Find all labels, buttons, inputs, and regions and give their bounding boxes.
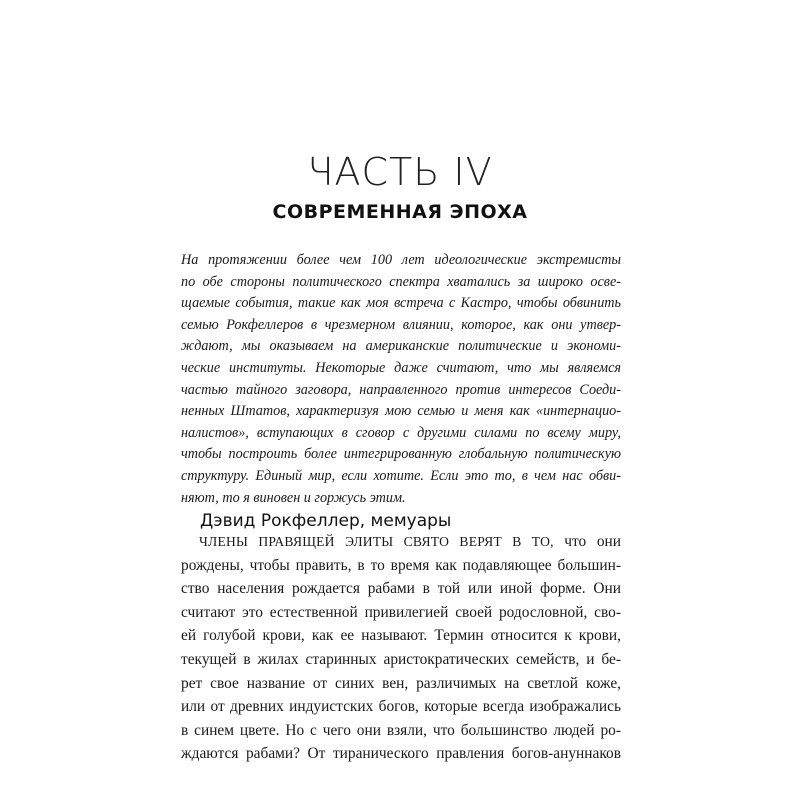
lead-in-caps: ЧЛЕНЫ ПРАВЯЩЕЙ ЭЛИТЫ СВЯТО ВЕРЯТ В ТО,: [199, 534, 554, 549]
epigraph-line: щаемые события, такие как моя встреча с Кастро, чтобы обвинить: [181, 295, 621, 312]
body-line: рет свое название от синих вен, различимых на светлой коже,: [181, 674, 621, 692]
epigraph-line: На протяжении более чем 100 лет идеологические экстремисты: [181, 252, 621, 268]
epigraph-line: ческие институты. Некоторые даже считают, что мы являемся: [181, 359, 621, 376]
body-line: текущей в жилах старинных аристократических семейств, и бе-: [181, 650, 621, 668]
epigraph-line: семью Рокфеллеров в чрезмерном влиянии, которое, как они утвер-: [181, 316, 621, 333]
body-line: рождены, чтобы править, в то время как подавляющее большин-: [181, 556, 621, 574]
epigraph: [181, 250, 621, 509]
body-line: считают это естественной привилегией своей родословной, сво-: [181, 603, 621, 621]
body-paragraph: [181, 530, 621, 766]
part-number-heading: ЧАСТЬ IV: [307, 150, 493, 194]
lead-in-rest: что они: [553, 533, 621, 550]
epigraph-line: ненных Штатов, характеризуя мою семью и меня как «интернацио-: [181, 403, 621, 420]
body-line: в синем цвете. Но с чего они взяли, что большинство людей ро-: [181, 721, 621, 739]
body-line: или от древних индуистских богов, которые всегда изображались: [181, 698, 621, 716]
body-line: ждаются рабами? От тиранического правления богов-ануннаков: [181, 745, 621, 763]
body-line: ей голубой крови, как ее называют. Термин относится к крови,: [181, 627, 621, 645]
epigraph-line: чтобы построить более интегрированную глобальную политическую: [181, 446, 621, 463]
epigraph-attribution: Дэвид Рокфеллер, мемуары: [200, 511, 452, 531]
part-title-heading: СОВРЕМЕННАЯ ЭПОХА: [272, 201, 528, 223]
epigraph-line: няют, то я виновен и горжусь этим.: [181, 489, 406, 506]
epigraph-line: ждают, мы оказываем на американские политические и экономи-: [181, 338, 621, 355]
epigraph-line: по обе стороны политического спектра хватались за широко осве-: [181, 273, 621, 290]
epigraph-line: структуру. Единый мир, если хотите. Если это то, в чем нас обви-: [181, 467, 621, 484]
epigraph-line: частью тайного заговора, направленного против интересов Соеди-: [181, 381, 621, 398]
body-line: ство населения рождается рабами в той или иной форме. Они: [181, 580, 621, 598]
body-line: [181, 530, 621, 554]
epigraph-line: налистов», вступающих в сговор с другими силами по всему миру,: [181, 424, 621, 441]
